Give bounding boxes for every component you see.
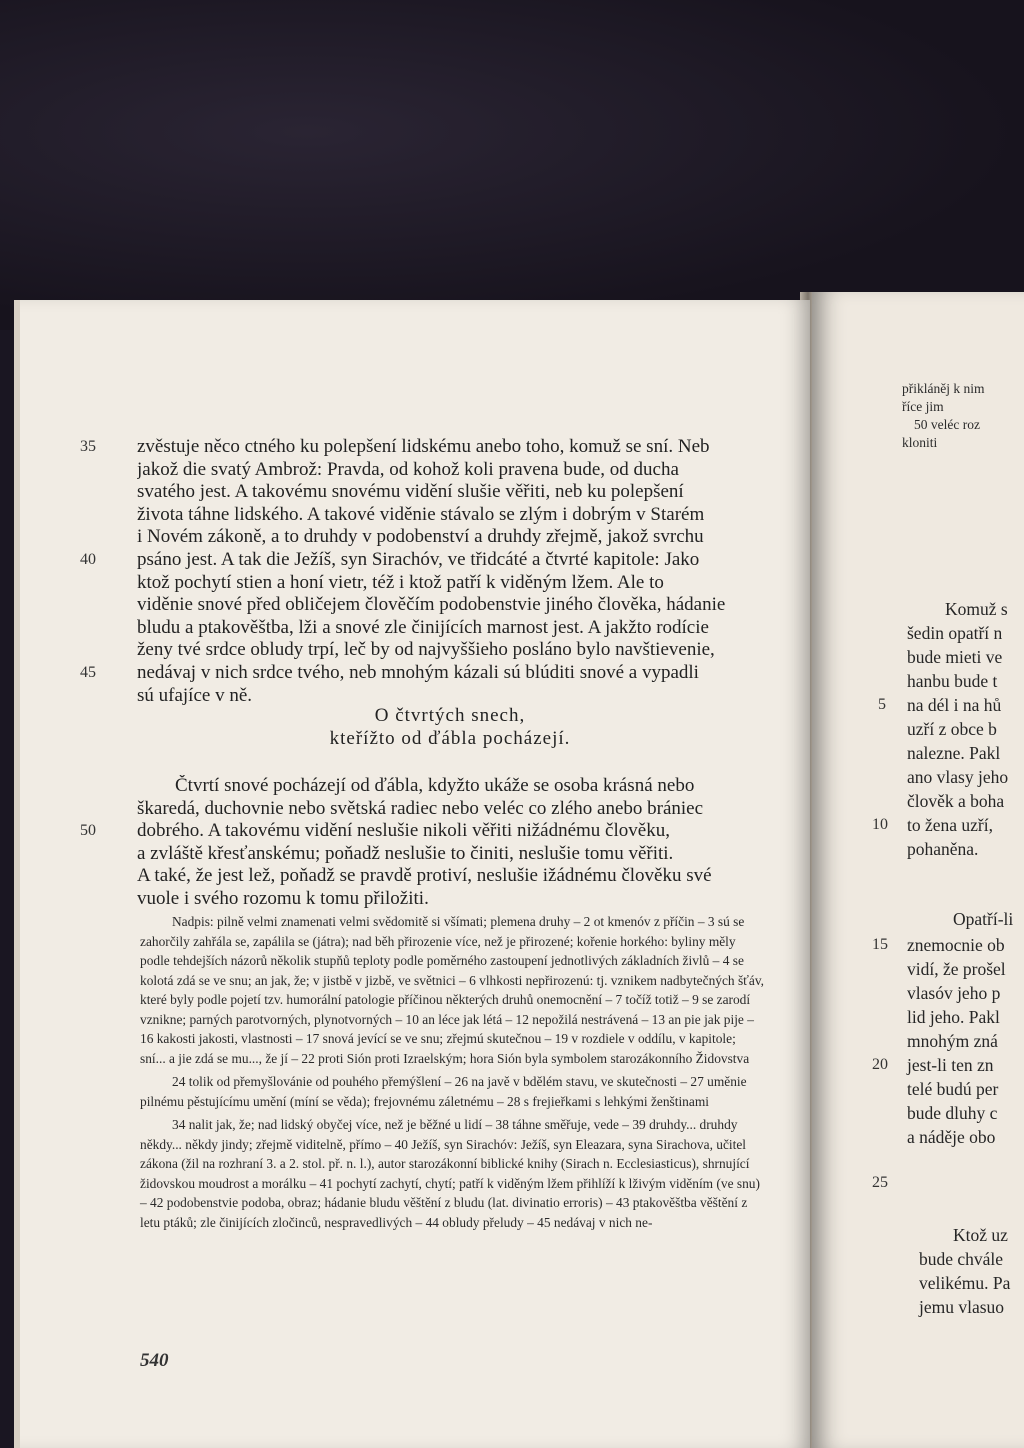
text-line: a zvláště křesťanskému; poňadž neslušie to činiti, neslušie tomu věřiti. [137,842,674,864]
text-line: ano vlasy jeho [907,767,1009,787]
text-line: i Novém zákoně, a to druhdy v podobenství a druhdy zřejmě, jakož svrchu [137,526,704,548]
section-subheading: kteřížto od ďábla pocházejí. [329,728,571,749]
text-line: ženy tvé srdce obludy trpí, leč by od najvyššieho posláno bylo navštievenie, [137,639,715,661]
note-line: kloniti [902,435,938,450]
text-line: psáno jest. A tak die Ježíš, syn Sirachóv, ve třidcáté a čtvrté kapitole: Jako [137,548,700,570]
dark-background [0,0,1024,330]
text-line: bude dluhy c [907,1103,998,1123]
text-line: zvěstuje něco ctného ku polepšení lidskému anebo toho, komuž se sní. Neb [137,436,710,457]
main-text [137,436,763,707]
text-line: velikému. Pa [919,1273,1011,1293]
text-line: A také, že jest lež, poňadž se pravdě protiví, neslušie ižádnému člověku své [137,865,712,887]
line-number-20: 20 [872,1056,888,1073]
page-number: 540 [140,1350,169,1371]
text-line: mnohým zná [907,1031,998,1051]
text-line: Ktož uz [953,1225,1008,1245]
right-notes [902,380,984,452]
text-line: dobrého. A takovému vidění neslušie nikoli věřiti nižádnému člověku, [137,820,670,842]
text-line: Opatří-li [953,909,1014,929]
text-line: na dél i na hů [907,695,1002,715]
text-line: ktož pochytí stien a honí vietr, též i ktož patří k viděným lžem. Ale to [137,571,664,593]
text-line: znemocnie ob [907,935,1005,955]
text-line: škaredá, duchovnie nebo světská radiec nebo veléc co zlého anebo brániec [137,797,704,819]
line-number-10: 10 [872,816,888,833]
note-line: přikláněj k nim [902,381,985,396]
text-line: jemu vlasuo [919,1297,1005,1317]
text-line: Komuž s [945,599,1008,619]
text-line: to žena uzří, [907,815,993,835]
section-text [137,775,763,911]
section-heading: O čtvrtých snech, [374,705,526,726]
text-line: života táhne lidského. A takové viděnie stávalo se zlým i dobrým v Starém [137,503,705,525]
text-line: lid jeho. Pakl [907,1007,1000,1027]
text-line: viděnie snové před obličejem člověčím podobenstvie jiného člověka, hádanie [137,594,726,616]
line-number-45: 45 [80,664,96,681]
text-line: šedin opatří n [907,623,1003,643]
text-line: Čtvrtí snové pocházejí od ďábla, kdyžto ukáže se osoba krásná nebo [175,775,695,796]
text-line: sú ufajíce v ně. [137,684,253,706]
text-line: vuole i svého rozomu k tomu přiložiti. [137,887,429,909]
text-line: člověk a boha [907,791,1005,811]
text-line: hanbu bude t [907,671,998,691]
text-line: bude mieti ve [907,647,1003,667]
line-number-25: 25 [872,1174,888,1191]
note-line: říce jim [902,399,944,414]
footnotes [140,912,764,1236]
text-line: uzří z obce b [907,719,997,739]
footnote-paragraph: Nadpis: pilně velmi znamenati velmi svědomitě si všímati; plemena druhy – 2 ot kmenóv z příčin – 3 sú se zahorčily zahřála se, zapálila se (játra); nad běh přirozenie více, než je přirozené; kořenie horkého: byliny měly podle tehdejších názorů několik stupňů teploty podle poměrného zastoupení jednotlivých základních živlů – 4 se kolotá zdá se ve snu; an jak, že; v jistbě v jizbě, ve světnici – 6 vlhkosti nepřirozenú: tj. vznikem nadbytečných šťáv, které byly podle pojetí tzv. humorální patologie příčinou některých druhů onemocnění – 7 točíž totiž – 9 se zarodí vznikne; parných parotvorných, plynotvorných – 10 an léce jak létá – 12 nepožilá nestrávená – 13 an pie jak pije – 16 kakosti jakosti, vlastnosti – 17 snová jevící se ve snu; zřejmú skutečnou – 19 v rozdiele v oddílu, v kapitole; sní... a jie zdá se mu..., že jí – 22 proti Sión proti Izraelským; hora Sión byla symbolem starozákonního Židovstva [140,914,764,1066]
text-line: vlasóv jeho p [907,983,1001,1003]
line-number-15: 15 [872,936,888,953]
footnote-paragraph: 24 tolik od přemyšlovánie od pouhého přemýšlení – 26 na javě v bdělém stavu, ve skutečnosti – 27 uměnie pilnému pěstujícímu umění (míní se věda); frejovnému záletnému – 28 s frejieřkami s lehkými ženštinami [140,1074,747,1109]
text-line: jest-li ten zn [907,1055,994,1075]
text-line: bludu a ptakověštba, lži a snové zle činijících marnost jest. A jakžto rodície [137,616,709,638]
text-line: a náděje obo [907,1127,996,1147]
text-line: svatého jest. A takovému snovému vidění slušie věřiti, neb ku polepšení [137,481,684,503]
line-number-40: 40 [80,551,96,568]
right-page [812,292,1024,1448]
line-number-50: 50 [80,822,96,839]
text-line: telé budú per [907,1079,999,1099]
text-line: nalezne. Pakl [907,743,1001,763]
note-line: 50 veléc roz [914,417,980,432]
text-line: jakož die svatý Ambrož: Pravda, od kohož koli pravena bude, od ducha [137,458,679,480]
footnote-paragraph: 34 nalit jak, že; nad lidský obyčej více, než je běžné u lidí – 38 táhne směřuje, vede – 39 druhdy... druhdy někdy... někdy jindy; zřejmě viditelně, přímo – 40 Ježíš, syn Sirachóv: Ježíš, syn Eleazara, syna Sirachova, učitel zákona (žil na rozhraní 3. a 2. stol. př. n. l.), autor starozákonní biblické knihy (Sirach n. Ecclesiasticus), shrnující židovskou moudrost a morálku – 41 pochytí zachytí, chytí; patří k viděným lžem přihlíží k lživým viděním (ve snu) – 42 podobenstvie podoba, obraz; hádanie bludu věštění z bludu (lat. divinatio erroris) – 43 ptakověštba věštění z letu ptáků; zle činijících zločinců, nespravedlivých – 44 obludy přeludy – 45 nedávaj v nich ne- [140,1117,760,1230]
text-line: bude chvále [919,1249,1004,1269]
line-number-5: 5 [878,696,886,713]
text-line: vidí, že prošel [907,959,1006,979]
text-line: nedávaj v nich srdce tvého, neb mnohým kázali sú blúditi snové a vypadli [137,661,699,683]
line-number-35: 35 [80,438,96,455]
text-line: pohaněna. [907,839,979,859]
